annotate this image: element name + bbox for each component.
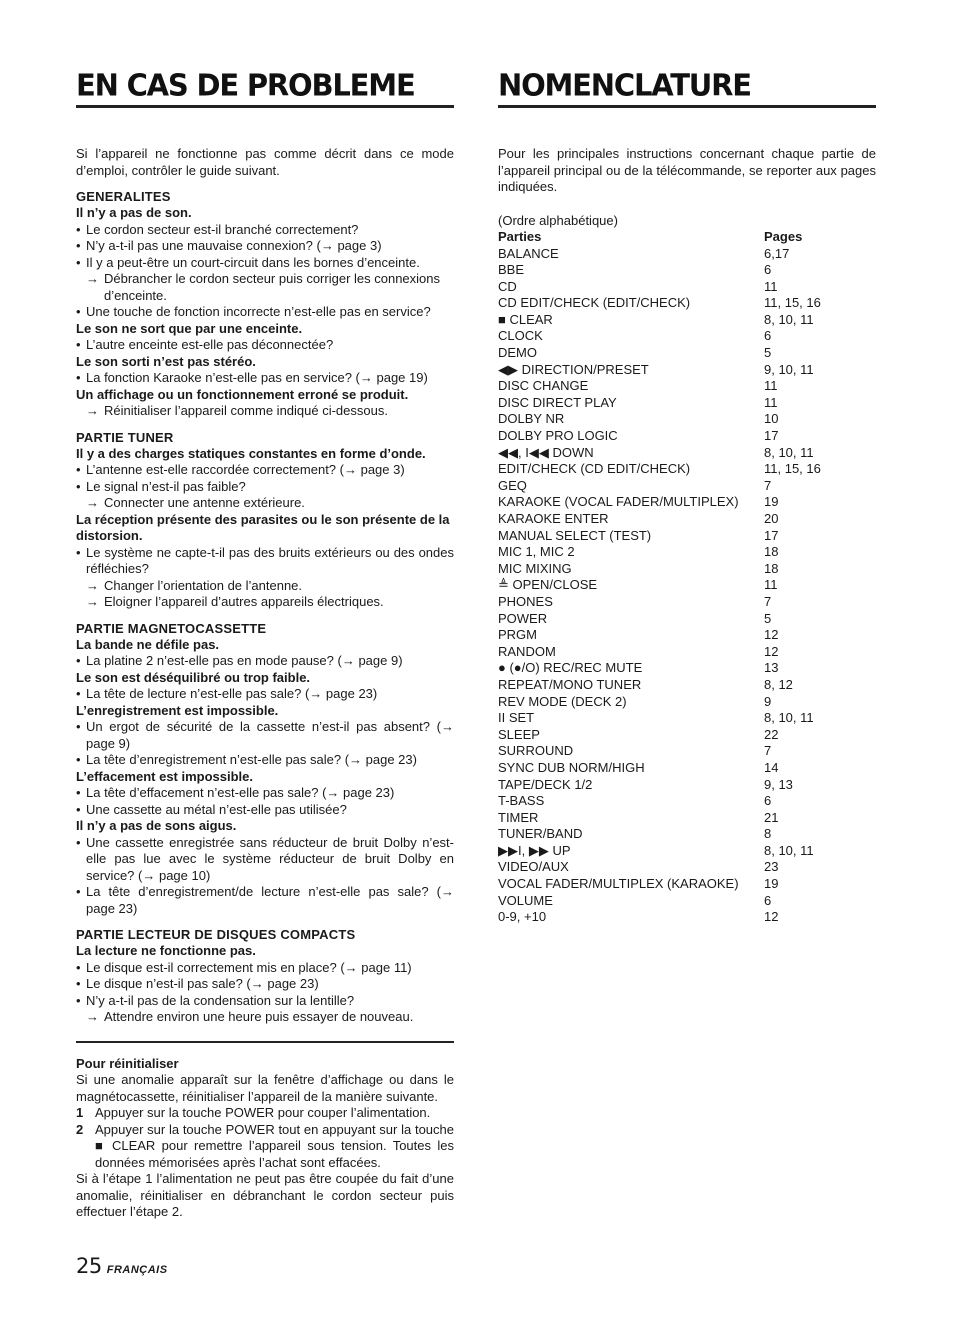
reset-step [76, 1122, 454, 1172]
table-row [498, 528, 876, 545]
part-pages: 18 [764, 544, 779, 560]
table-row [498, 710, 876, 727]
section-title: GENERALITES [76, 189, 171, 204]
check-item: • La tête d’enregistrement/de lecture n’est-elle pas sale? (→ page 23) [76, 884, 454, 917]
part-name: DISC CHANGE [498, 378, 589, 394]
nomenclature-table [498, 246, 876, 926]
table-row [498, 843, 876, 860]
table-row [498, 694, 876, 711]
part-name: T-BASS [498, 793, 545, 809]
check-item: • Une touche de fonction incorrecte n’est-elle pas en service? [76, 304, 454, 321]
check-item: • L’autre enceinte est-elle pas déconnectée? [76, 337, 454, 354]
nomenclature-intro: Pour les principales instructions concernant chaque partie de l’appareil principal ou de la télécommande, se reporter aux pages indiquées. [498, 146, 876, 194]
part-name: EDIT/CHECK (CD EDIT/CHECK) [498, 461, 691, 477]
check-item: • La tête d’enregistrement n’est-elle pas sale? (→ page 23) [76, 752, 454, 769]
table-row [498, 395, 876, 412]
remedy-text: Débrancher le cordon secteur puis corriger les connexions d’enceinte. [104, 271, 441, 303]
problem-title: Le son est déséquilibré ou trop faible. [76, 669, 311, 685]
part-pages: 12 [764, 909, 779, 925]
column-header-pages: Pages [764, 229, 803, 244]
table-row [498, 760, 876, 777]
part-name: DOLBY NR [498, 411, 565, 427]
part-pages: 8, 12 [764, 676, 793, 692]
part-name: MANUAL SELECT (TEST) [498, 527, 652, 543]
part-name: BBE [498, 262, 525, 278]
table-row [498, 428, 876, 445]
remedy-item [76, 403, 454, 420]
table-row [498, 544, 876, 561]
trouble-section [76, 429, 454, 611]
problem-title: Il n’y a pas de sons aigus. [76, 818, 237, 833]
check-item: • Le système ne capte-t-il pas des bruits extérieurs ou des ondes réfléchies? [76, 545, 454, 578]
problem-title: Un affichage ou un fonctionnement erroné se produit. [76, 386, 409, 402]
problem-title: L’enregistrement est impossible. [76, 702, 279, 718]
arrow-icon: → [86, 1009, 99, 1024]
part-pages: 9, 10, 11 [764, 361, 814, 377]
part-name: DISC DIRECT PLAY [498, 394, 617, 410]
language-label: FRANÇAIS [106, 1264, 168, 1276]
part-pages: 6,17 [764, 245, 790, 261]
check-item: • La fonction Karaoke n’est-elle pas en service? (→ page 19) [76, 370, 454, 387]
part-name: DOLBY PRO LOGIC [498, 428, 618, 444]
troubleshooting-intro: Si l’appareil ne fonctionne pas comme décrit dans ce mode d’emploi, contrôler le guide suivant. [76, 146, 454, 178]
table-row [498, 312, 876, 329]
section-divider [76, 1041, 454, 1043]
reset-outro: Si à l’étape 1 l’alimentation ne peut pas être coupée du fait d’une anomalie, réinitialiser en débranchant le cordon secteur puis effectuer l’étape 2. [76, 1171, 454, 1219]
remedy-item [76, 578, 454, 595]
arrow-icon: → [86, 495, 99, 510]
section-title: PARTIE MAGNETOCASSETTE [76, 620, 267, 636]
part-pages: 22 [764, 726, 779, 742]
part-pages: 11 [764, 577, 778, 593]
part-pages: 6 [764, 892, 772, 908]
table-row [498, 594, 876, 611]
part-pages: 8 [764, 826, 772, 842]
part-name: REPEAT/MONO TUNER [498, 676, 642, 692]
part-pages: 23 [764, 859, 779, 875]
table-row [498, 793, 876, 810]
part-pages: 12 [764, 643, 779, 659]
part-name: SYNC DUB NORM/HIGH [498, 759, 645, 775]
part-name: MIC 1, MIC 2 [498, 544, 575, 560]
table-row [498, 677, 876, 694]
check-item: • Le signal n’est-il pas faible? [76, 479, 454, 496]
part-name: TUNER/BAND [498, 826, 583, 842]
part-pages: 5 [764, 345, 772, 361]
part-name: SLEEP [498, 726, 540, 742]
part-name: VOLUME [498, 892, 553, 908]
table-row [498, 859, 876, 876]
part-pages: 10 [764, 411, 779, 427]
section-title: PARTIE TUNER [76, 429, 174, 445]
part-pages: 17 [764, 428, 779, 444]
problem-title: La lecture ne fonctionne pas. [76, 943, 256, 958]
title-rule [76, 105, 454, 108]
table-row [498, 893, 876, 910]
part-pages: 11 [764, 378, 778, 394]
part-pages: 20 [764, 511, 779, 526]
order-note: (Ordre alphabétique) [498, 212, 618, 228]
table-row [498, 279, 876, 296]
table-row [498, 262, 876, 279]
problem-title: Il n’y a pas de son. [76, 205, 192, 220]
check-item: • N’y a-t-il pas de la condensation sur la lentille? [76, 993, 454, 1010]
table-row [498, 627, 876, 644]
part-name: KARAOKE (VOCAL FADER/MULTIPLEX) [498, 494, 739, 510]
problem-title: Le son ne sort que par une enceinte. [76, 320, 303, 336]
part-pages: 11, 15, 16 [764, 461, 821, 477]
part-pages: 5 [764, 610, 772, 626]
part-pages: 9, 13 [764, 776, 793, 792]
trouble-section [76, 926, 454, 1026]
part-name: POWER [498, 610, 548, 626]
part-pages: 12 [764, 627, 779, 643]
part-name: ■ CLEAR [498, 311, 553, 327]
reset-step [76, 1105, 454, 1122]
section-title: PARTIE LECTEUR DE DISQUES COMPACTS [76, 927, 356, 942]
part-name: II SET [498, 710, 535, 726]
part-name: PRGM [498, 627, 537, 643]
part-name: ▶▶I, ▶▶ UP [498, 842, 571, 858]
part-pages: 19 [764, 876, 779, 892]
problem-title: Le son sorti n’est pas stéréo. [76, 353, 256, 369]
table-row [498, 246, 876, 263]
reset-title: Pour réinitialiser [76, 1055, 179, 1071]
reset-section [76, 1056, 454, 1221]
arrow-icon: → [86, 577, 99, 593]
part-name: REV MODE (DECK 2) [498, 693, 627, 709]
remedy-text: Changer l’orientation de l’antenne. [104, 577, 303, 593]
part-pages: 7 [764, 743, 772, 759]
table-row [498, 826, 876, 843]
remedy-item [76, 1009, 454, 1026]
table-row [498, 644, 876, 661]
part-pages: 8, 10, 11 [764, 710, 814, 726]
step-text: Appuyer sur la touche POWER tout en appuyant sur la touche ■ CLEAR pour remettre l’appareil sous tension. Toutes les données mémorisées après l’achat sont effacées. [95, 1121, 454, 1170]
remedy-text: Eloigner l’appareil d’autres appareils électriques. [104, 594, 384, 609]
trouble-section [76, 620, 454, 918]
part-pages: 7 [764, 593, 772, 609]
part-name: PHONES [498, 593, 553, 609]
part-name: TIMER [498, 809, 539, 825]
table-row [498, 494, 876, 511]
table-row [498, 411, 876, 428]
table-header [498, 229, 876, 246]
nomenclature-title: NOMENCLATURE [498, 67, 751, 103]
remedy-text: Connecter une antenne extérieure. [104, 495, 305, 510]
trouble-section [76, 188, 454, 420]
part-name: RANDOM [498, 643, 556, 659]
part-pages: 19 [764, 494, 779, 510]
part-pages: 6 [764, 328, 772, 344]
part-pages: 9 [764, 693, 772, 709]
part-pages: 8, 10, 11 [764, 311, 814, 327]
remedy-item [76, 495, 454, 512]
part-name: ◀▶ DIRECTION/PRESET [498, 361, 649, 377]
part-name: CLOCK [498, 328, 543, 344]
check-item: • Une cassette enregistrée sans réducteur de bruit Dolby n’est-elle pas lue avec le système réducteur de bruit Dolby en service? (→ page 10) [76, 835, 454, 885]
table-row [498, 561, 876, 578]
part-name: CD [498, 278, 517, 294]
table-row [498, 876, 876, 893]
page-number: 25 [76, 1254, 102, 1278]
part-pages: 11 [764, 394, 778, 410]
reset-intro: Si une anomalie apparaît sur la fenêtre d’affichage ou dans le magnétocassette, réinitialiser l’appareil de la manière suivante. [76, 1072, 454, 1104]
part-name: ◀◀, I◀◀ DOWN [498, 444, 594, 460]
remedy-text: Réinitialiser l’appareil comme indiqué ci-dessous. [104, 403, 388, 418]
check-item: • N’y a-t-il pas une mauvaise connexion? (→ page 3) [76, 238, 454, 255]
part-pages: 13 [764, 660, 779, 676]
table-row [498, 345, 876, 362]
nomenclature-body [498, 146, 876, 926]
part-name: CD EDIT/CHECK (EDIT/CHECK) [498, 295, 691, 311]
part-name: ≜ OPEN/CLOSE [498, 577, 598, 593]
check-item: • Le disque est-il correctement mis en place? (→ page 11) [76, 960, 454, 977]
title-rule [498, 105, 876, 108]
remedy-item [76, 271, 454, 304]
table-row [498, 295, 876, 312]
troubleshooting-title: EN CAS DE PROBLEME [76, 67, 415, 103]
table-row [498, 660, 876, 677]
table-row [498, 378, 876, 395]
step-number: 2 [76, 1121, 84, 1137]
check-item: • Une cassette au métal n’est-elle pas utilisée? [76, 802, 454, 819]
arrow-icon: → [86, 403, 99, 418]
table-row [498, 511, 876, 528]
part-name: VOCAL FADER/MULTIPLEX (KARAOKE) [498, 876, 739, 892]
check-item: • Il y a peut-être un court-circuit dans les bornes d’enceinte. [76, 255, 454, 272]
step-number: 1 [76, 1105, 84, 1120]
troubleshooting-body [76, 146, 454, 1221]
check-item: • Le cordon secteur est-il branché correctement? [76, 222, 454, 239]
check-item: • Un ergot de sécurité de la cassette n’est-il pas absent? (→ page 9) [76, 719, 454, 752]
page-footer [76, 1254, 168, 1278]
table-row [498, 909, 876, 926]
part-name: GEQ [498, 477, 527, 493]
problem-title: La bande ne défile pas. [76, 636, 220, 652]
table-row [498, 577, 876, 594]
table-row [498, 777, 876, 794]
table-row [498, 328, 876, 345]
check-item: • La tête de lecture n’est-elle pas sale? (→ page 23) [76, 686, 454, 703]
part-pages: 6 [764, 262, 772, 278]
part-name: KARAOKE ENTER [498, 511, 609, 526]
problem-title: Il y a des charges statiques constantes en forme d’onde. [76, 445, 426, 461]
part-pages: 18 [764, 560, 779, 576]
check-item: • Le disque n’est-il pas sale? (→ page 23) [76, 976, 454, 993]
arrow-icon: → [86, 594, 99, 609]
table-row [498, 461, 876, 478]
problem-title: L’effacement est impossible. [76, 768, 254, 784]
step-text: Appuyer sur la touche POWER pour couper l’alimentation. [95, 1105, 431, 1120]
part-pages: 7 [764, 477, 772, 493]
part-name: VIDEO/AUX [498, 859, 569, 875]
arrow-icon: → [86, 271, 99, 286]
column-header-parts: Parties [498, 229, 542, 244]
remedy-item [76, 594, 454, 611]
part-name: DEMO [498, 345, 537, 361]
table-row [498, 611, 876, 628]
part-pages: 11 [764, 278, 778, 294]
part-name: BALANCE [498, 245, 559, 261]
check-item: • L’antenne est-elle raccordée correctement? (→ page 3) [76, 462, 454, 479]
part-pages: 8, 10, 11 [764, 842, 814, 858]
troubleshooting-sections [76, 188, 454, 1026]
remedy-text: Attendre environ une heure puis essayer de nouveau. [104, 1009, 414, 1024]
part-pages: 17 [764, 527, 779, 543]
table-row [498, 362, 876, 379]
part-name: 0-9, +10 [498, 909, 547, 925]
check-item: • La tête d’effacement n’est-elle pas sale? (→ page 23) [76, 785, 454, 802]
table-row [498, 743, 876, 760]
table-row [498, 810, 876, 827]
part-pages: 21 [764, 809, 779, 825]
problem-title: La réception présente des parasites ou le son présente de la distorsion. [76, 511, 450, 543]
check-item: • La platine 2 n’est-elle pas en mode pause? (→ page 9) [76, 653, 454, 670]
part-pages: 6 [764, 793, 772, 809]
table-row [498, 478, 876, 495]
part-name: TAPE/DECK 1/2 [498, 776, 593, 792]
part-pages: 11, 15, 16 [764, 295, 821, 311]
part-pages: 8, 10, 11 [764, 444, 814, 460]
part-name: ● (●/O) REC/REC MUTE [498, 660, 643, 676]
part-name: SURROUND [498, 743, 574, 759]
part-name: MIC MIXING [498, 560, 572, 576]
table-row [498, 727, 876, 744]
part-pages: 14 [764, 759, 779, 775]
table-row [498, 445, 876, 462]
